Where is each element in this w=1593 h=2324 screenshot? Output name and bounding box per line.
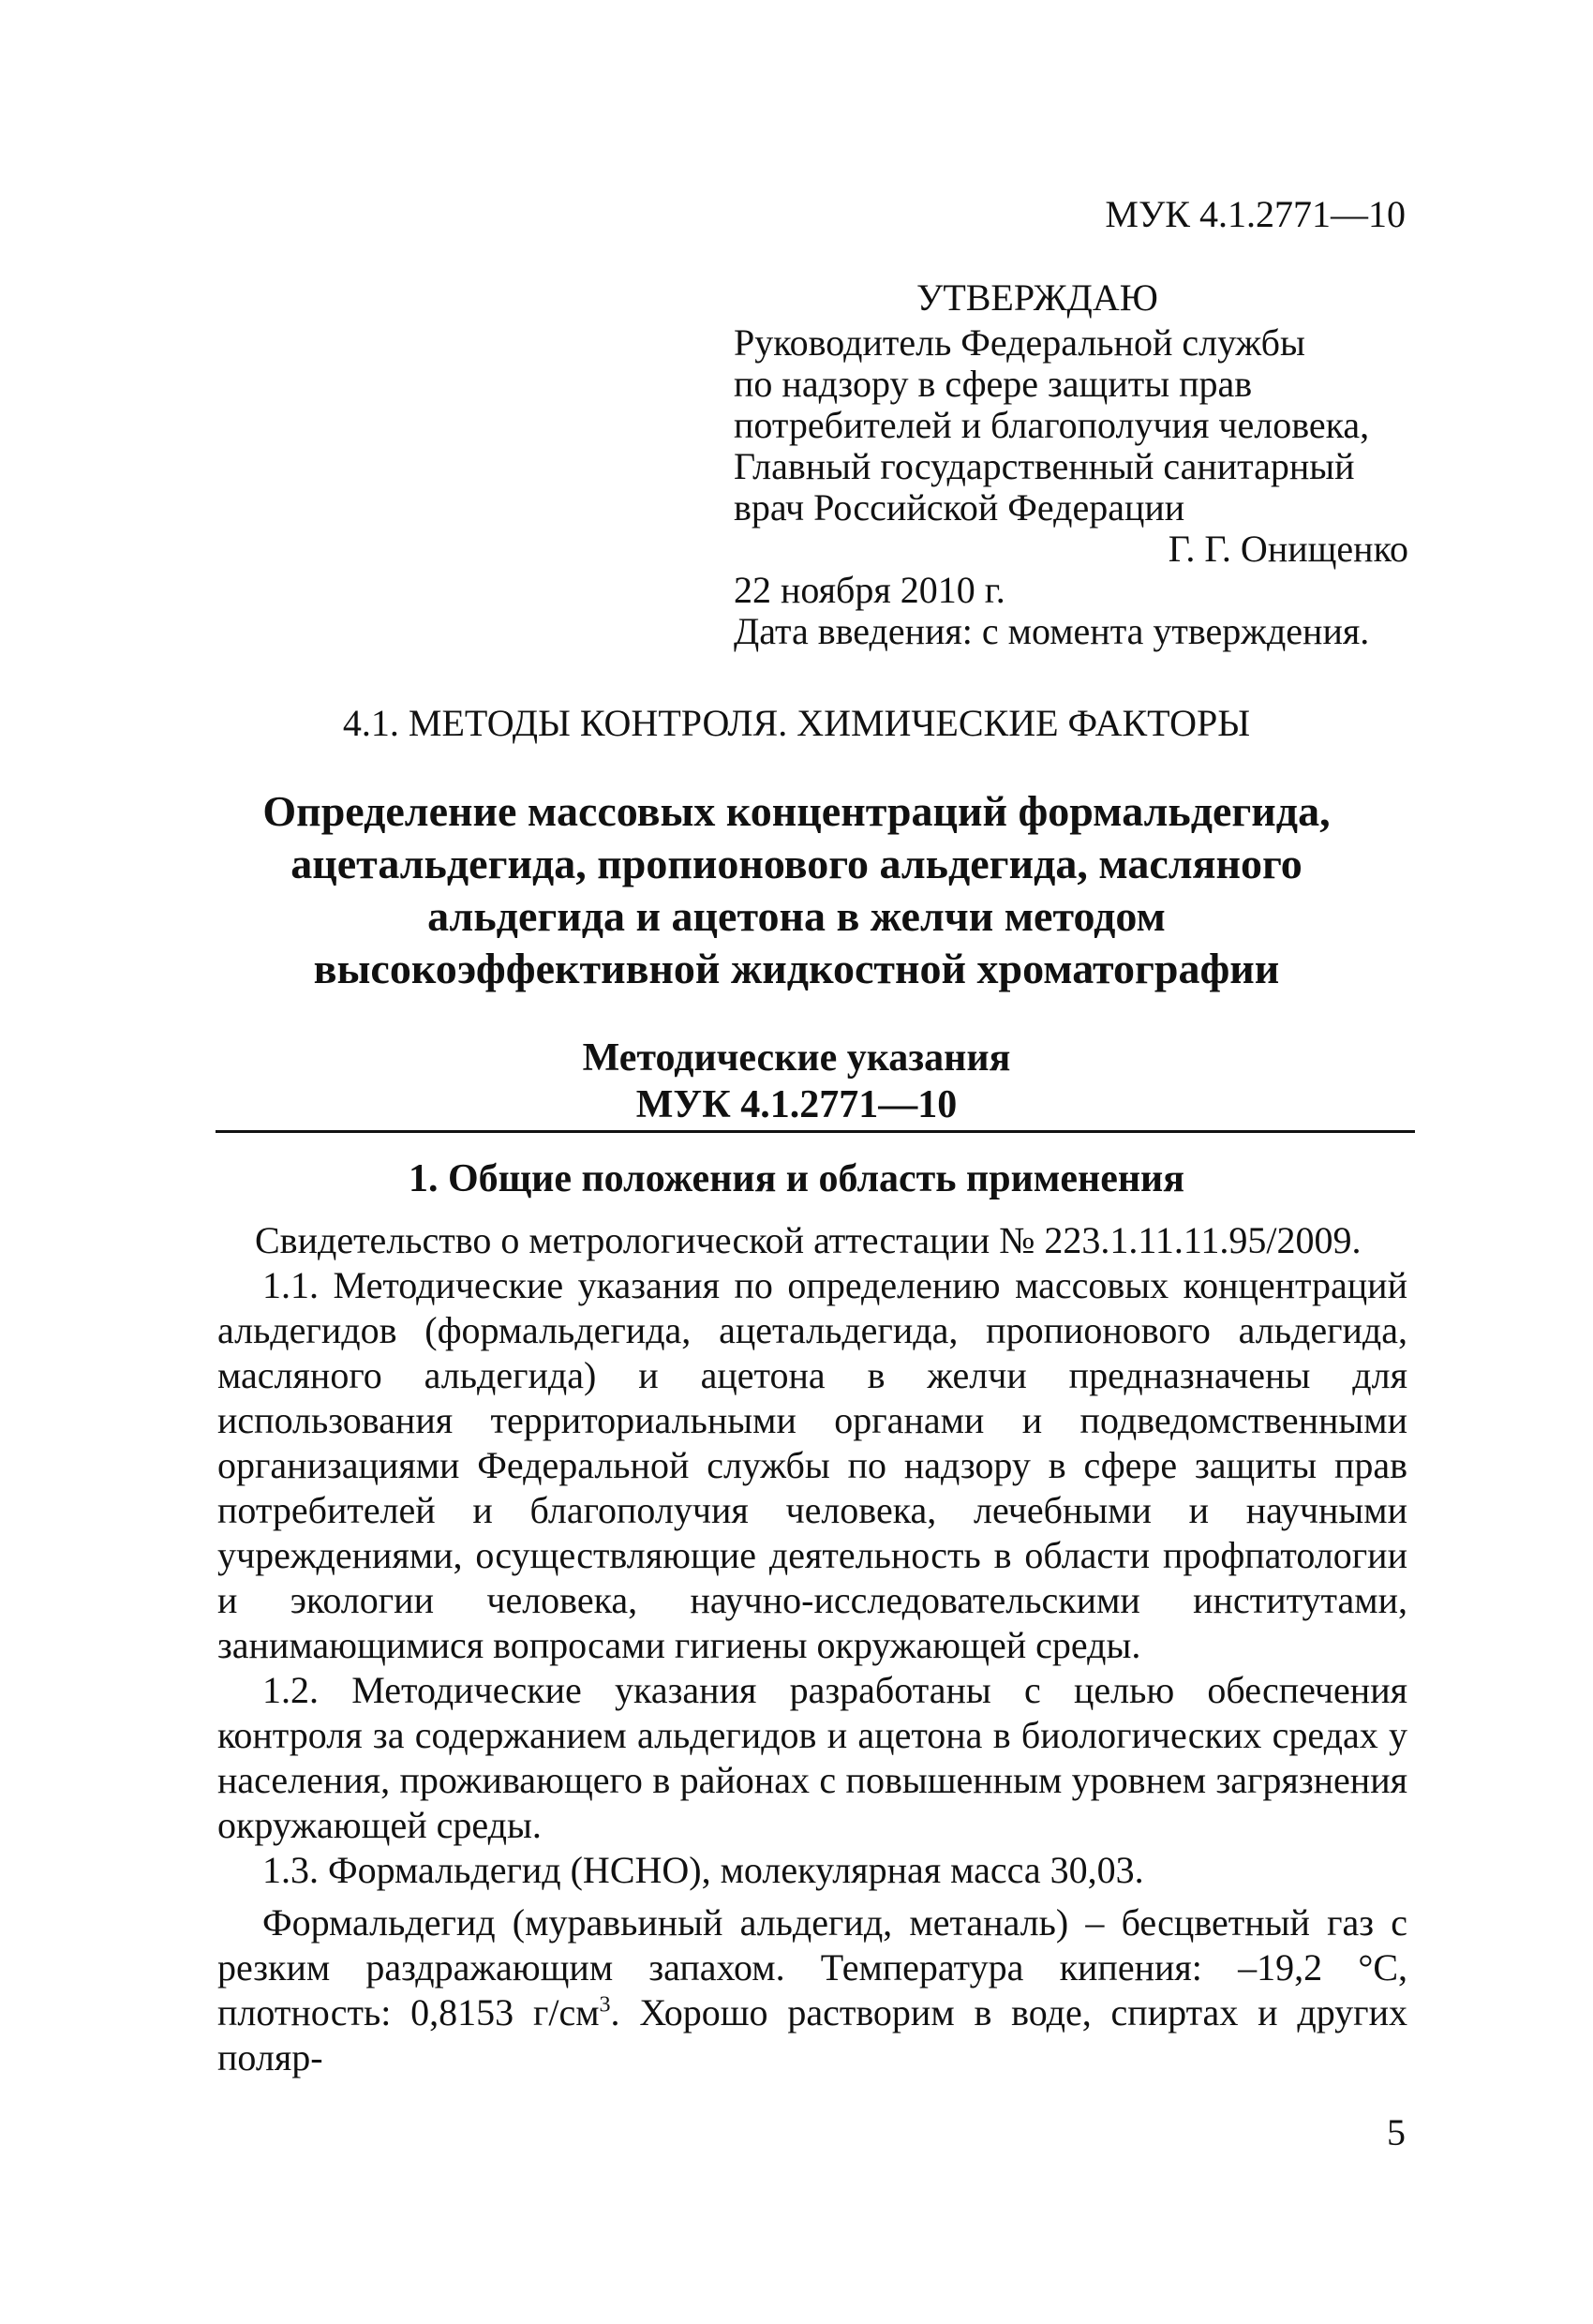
approval-line: Главный государственный санитарный	[734, 445, 1355, 487]
approval-signer: Г. Г. Онищенко	[1168, 528, 1408, 570]
document-subtitle	[0, 1035, 1593, 1128]
section-label: 4.1. МЕТОДЫ КОНТРОЛЯ. ХИМИЧЕСКИЕ ФАКТОРЫ	[342, 702, 1251, 744]
superscript-cubed: 3	[599, 1992, 611, 2018]
subtitle-kind: Методические указания	[582, 1036, 1011, 1080]
certificate-paragraph: Свидетельство о метрологической аттестации № 223.1.11.11.95/2009.	[255, 1219, 1362, 1261]
approval-line: по надзору в сфере защиты прав	[734, 363, 1253, 405]
paragraph-1-2: 1.2. Методические указания разработаны с целью обеспечения контроля за содержанием альдегидов и ацетона в биологических средах у населения, проживающего в районах с повышенным уровнем загрязнения окружающей среды.	[217, 1669, 1407, 1846]
approval-line: врач Российской Федерации	[734, 486, 1185, 529]
approval-line: потребителей и благополучия человека,	[734, 404, 1370, 446]
approval-title: УТВЕРЖДАЮ	[916, 276, 1158, 319]
approval-effective-date: Дата введения: с момента утверждения.	[734, 610, 1370, 652]
horizontal-rule	[216, 1130, 1415, 1133]
approval-date: 22 ноября 2010 г.	[734, 569, 1005, 611]
approval-block	[734, 277, 1408, 652]
title-line: Определение массовых концентраций формальдегида,	[262, 787, 1331, 835]
subtitle-code: МУК 4.1.2771—10	[635, 1083, 958, 1126]
paragraph-formaldehyde-start: Формальдегид (муравьиный альдегид, метаналь) – бесцветный газ с резким раздражающим запахом. Температура кипения: –19,2 °С, плотность: 0,8153 г/см	[217, 1901, 1407, 2034]
document-code: МУК 4.1.2771—10	[1105, 193, 1406, 235]
paragraph-1-3: 1.3. Формальдегид (НСНО), молекулярная масса 30,03.	[262, 1849, 1144, 1891]
title-line: ацетальдегида, пропионового альдегида, масляного	[290, 840, 1303, 887]
paragraph-formaldehyde-end: . Хорошо растворим в воде, спиртах и других поляр-	[217, 1991, 1407, 2078]
paragraph-1-1: 1.1. Методические указания по определению массовых концентраций альдегидов (формальдегида, ацетальдегида, пропионового альдегида, масляного альдегида) и ацетона в желчи предназначены для использования территориальными органами и подведомственными организациями Федеральной службы по надзору в сфере защиты прав потребителей и благополучия человека, лечебными и научными учреждениями, осуществляющие деятельность в области профпатологии и экологии человека, научно-исследовательскими институтами, занимающимися вопросами гигиены окружающей среды.	[217, 1264, 1407, 1666]
section-heading: 1. Общие положения и область применения	[409, 1157, 1184, 1200]
title-line: альдегида и ацетона в желчи методом	[427, 892, 1166, 940]
document-title	[141, 785, 1452, 995]
title-line: высокоэффективной жидкостной хроматографии	[313, 945, 1280, 992]
page-number: 5	[1387, 2111, 1406, 2153]
paragraph-formaldehyde	[217, 1900, 1407, 2080]
body-text	[217, 1218, 1407, 2080]
approval-line: Руководитель Федеральной службы	[734, 321, 1305, 364]
